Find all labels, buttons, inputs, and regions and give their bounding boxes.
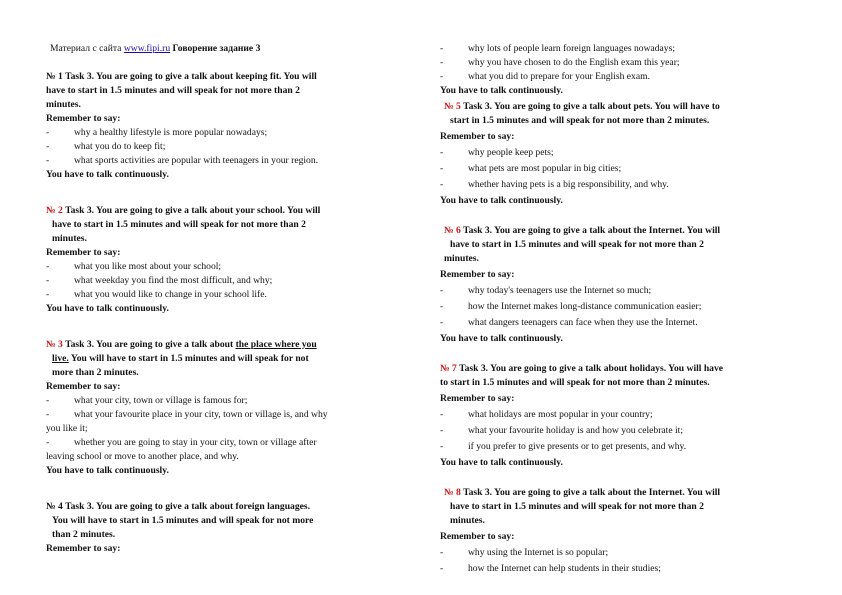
task-2-line-3: minutes.: [52, 233, 87, 244]
task-5-closing: You have to talk continuously.: [440, 195, 563, 206]
task-3-remember: Remember to say:: [46, 381, 121, 392]
task-1-line-2: have to start in 1.5 minutes and will speak for not more than 2: [46, 85, 300, 96]
task-5-remember: Remember to say:: [440, 131, 515, 142]
task-5-line-1: № 5 Task 3. You are going to give a talk about pets. You will have to: [444, 101, 720, 112]
task-7-remember: Remember to say:: [440, 393, 515, 404]
task-8-line-1: № 8 Task 3. You are going to give a talk about the Internet. You will: [444, 487, 721, 498]
task-4-remember: Remember to say:: [46, 543, 121, 554]
task-2-bullet-2: - what weekday you find the most difficult, and why;: [46, 275, 273, 286]
task-5-line-2: start in 1.5 minutes and will speak for not more than 2 minutes.: [450, 115, 710, 126]
task-5-bullet-2: - what pets are most popular in big cities;: [440, 163, 622, 174]
task-4-line-1: № 4 Task 3. You are going to give a talk about foreign languages.: [46, 501, 311, 512]
task-4-line-3: than 2 minutes.: [52, 529, 116, 540]
task-3-bullet-3: - whether you are going to stay in your city, town or village after: [46, 437, 317, 448]
task-6-line-1: № 6 Task 3. You are going to give a talk about the Internet. You will: [444, 225, 721, 236]
task-7-bullet-3: - if you prefer to give presents or to get presents, and why.: [440, 441, 687, 452]
task-6-line-3: minutes.: [444, 253, 479, 264]
task-7-line-2: to start in 1.5 minutes and will speak for not more than 2 minutes.: [440, 377, 710, 388]
header-title: Говорение задание 3: [170, 43, 261, 54]
task-2-line-2: have to start in 1.5 minutes and will speak for not more than 2: [52, 219, 306, 230]
task-3-bullet-2: - what your favourite place in your city, town or village is, and why: [46, 409, 328, 420]
task-8-remember: Remember to say:: [440, 531, 515, 542]
task-7-bullet-1: - what holidays are most popular in your country;: [440, 409, 653, 420]
task-6-bullet-2: - how the Internet makes long-distance communication easier;: [440, 301, 702, 312]
task-8-line-3: minutes.: [450, 515, 485, 526]
task-3-line-3: more than 2 minutes.: [52, 367, 139, 378]
task-1-line-1: № 1 Task 3. You are going to give a talk about keeping fit. You will: [46, 71, 317, 82]
task-6-bullet-3: - what dangers teenagers can face when they use the Internet.: [440, 317, 698, 328]
task-8-bullet-1: - why using the Internet is so popular;: [440, 547, 609, 558]
header-prefix: Материал с сайта: [50, 43, 124, 54]
task-7-line-1: № 7 Task 3. You are going to give a talk about holidays. You will have: [440, 363, 724, 374]
fipi-link[interactable]: www.fipi.ru: [123, 43, 171, 54]
task-2-bullet-3: - what you would like to change in your school life.: [46, 289, 267, 300]
task-3-closing: You have to talk continuously.: [46, 465, 169, 476]
page-header: [50, 42, 260, 56]
task-1-closing: You have to talk continuously.: [46, 169, 169, 180]
task-6-line-2: have to start in 1.5 minutes and will speak for not more than 2: [450, 239, 704, 250]
task-4-bullet-3: - what you did to prepare for your English exam.: [440, 71, 650, 82]
task-3-bullet-1: - what your city, town or village is famous for;: [46, 395, 248, 406]
task-1-bullet-3: - what sports activities are popular with teenagers in your region.: [46, 155, 319, 166]
task-6-remember: Remember to say:: [440, 269, 515, 280]
task-2-remember: Remember to say:: [46, 247, 121, 258]
task-2-bullet-1: - what you like most about your school;: [46, 261, 222, 272]
task-5-bullet-1: - why people keep pets;: [440, 147, 554, 158]
task-3-bullet-2-cont: you like it;: [46, 423, 88, 434]
task-4-bullet-1: - why lots of people learn foreign languages nowadays;: [440, 43, 676, 54]
task-3-bullet-3-cont: leaving school or move to another place, and why.: [46, 451, 239, 462]
task-1-remember: Remember to say:: [46, 113, 121, 124]
task-5-bullet-3: - whether having pets is a big responsibility, and why.: [440, 179, 669, 190]
task-2-line-1: № 2 Task 3. You are going to give a talk about your school. You will: [46, 205, 321, 216]
task-4-line-2: You will have to start in 1.5 minutes and will speak for not more: [52, 515, 314, 526]
task-2-closing: You have to talk continuously.: [46, 303, 169, 314]
task-1-bullet-1: - why a healthy lifestyle is more popular nowadays;: [46, 127, 268, 138]
task-7-bullet-2: - what your favourite holiday is and how you celebrate it;: [440, 425, 683, 436]
task-8-bullet-2: - how the Internet can help students in their studies;: [440, 563, 661, 574]
task-6-bullet-1: - why today's teenagers use the Internet so much;: [440, 285, 652, 296]
task-1-bullet-2: - what you do to keep fit;: [46, 141, 166, 152]
task-3-line-1: № 3 Task 3. You are going to give a talk about the place where you: [46, 339, 317, 350]
task-7-closing: You have to talk continuously.: [440, 457, 563, 468]
task-4-closing: You have to talk continuously.: [440, 85, 563, 96]
task-4-bullet-2: - why you have chosen to do the English exam this year;: [440, 57, 680, 68]
task-1-line-3: minutes.: [46, 99, 81, 110]
task-6-closing: You have to talk continuously.: [440, 333, 563, 344]
task-3-line-2: live. You will have to start in 1.5 minutes and will speak for not: [52, 353, 309, 364]
task-8-line-2: have to start in 1.5 minutes and will speak for not more than 2: [450, 501, 704, 512]
